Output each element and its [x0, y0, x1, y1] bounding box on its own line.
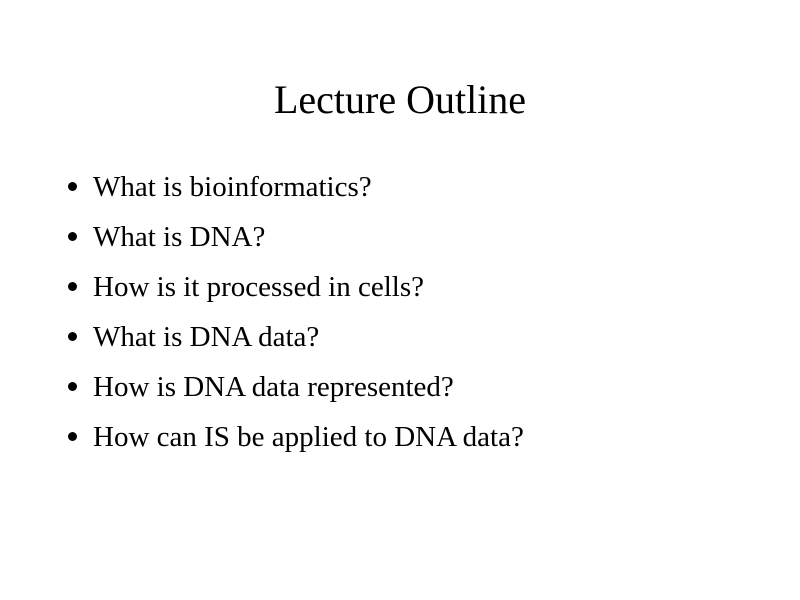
- bullet-icon: [68, 282, 77, 291]
- bullet-text: What is DNA?: [93, 221, 266, 253]
- bullet-icon: [68, 332, 77, 341]
- bullet-icon: [68, 382, 77, 391]
- bullet-text: What is bioinformatics?: [93, 171, 372, 203]
- slide-title: Lecture Outline: [273, 77, 527, 122]
- bullet-icon: [68, 232, 77, 241]
- bullet-text: How can IS be applied to DNA data?: [93, 421, 524, 453]
- bullet-text: How is it processed in cells?: [93, 271, 425, 303]
- bullet-text: What is DNA data?: [93, 321, 320, 353]
- bullet-icon: [68, 432, 77, 441]
- bullet-icon: [68, 182, 77, 191]
- bullet-text: How is DNA data represented?: [93, 371, 454, 403]
